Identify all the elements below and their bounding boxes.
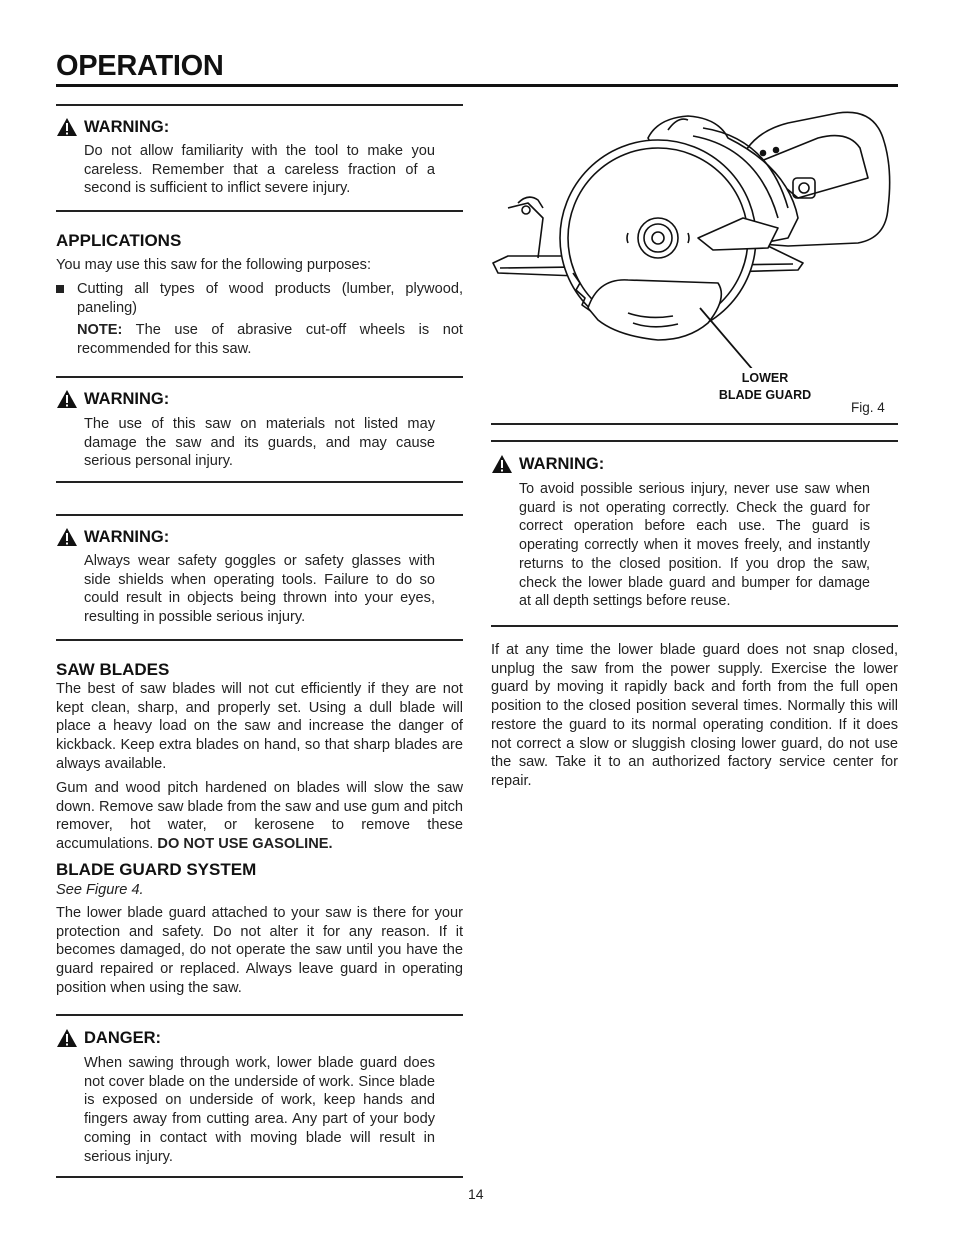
section-heading-applications: APPLICATIONS xyxy=(56,231,182,250)
divider xyxy=(56,1014,463,1016)
danger-text: When sawing through work, lower blade guard does not cover blade on the underside of work. Since blade is exposed on underside of work, keep hands and fingers away from cutting area. Any part of your body coming in contact with moving blade will result in serious injury. xyxy=(84,1055,435,1165)
danger-heading xyxy=(84,1029,161,1048)
bullet-marker xyxy=(56,285,64,293)
divider xyxy=(56,104,463,106)
divider xyxy=(56,481,463,483)
warning-text: Always wear safety goggles or safety glasses with side shields when operating tools. Failure to do so could result in objects being thrown into your eyes, resulting in possible serious injury. xyxy=(84,553,435,626)
divider xyxy=(56,514,463,516)
note-label: NOTE: xyxy=(77,322,123,338)
guard-maintenance-paragraph: If at any time the lower blade guard does not snap closed, unplug the saw from the power supply. Exercise the lower guard by moving it rapidly back and forth from the full open position to the closed position several times. Normally this will restore the guard to its normal operating condition. If it does not correct a slow or sluggish closing lower guard, do not use the saw. Take it to an authorized factory service center for repair. xyxy=(491,642,898,789)
divider xyxy=(56,1176,463,1178)
warning-label: WARNING: xyxy=(519,455,605,473)
applications-intro: You may use this saw for the following purposes: xyxy=(56,257,372,273)
warning-heading xyxy=(84,528,169,547)
warning-label: WARNING: xyxy=(84,118,170,136)
divider xyxy=(56,376,463,378)
figure-reference: See Figure 4. xyxy=(56,882,144,898)
warning-icon xyxy=(56,117,78,137)
figure-callout xyxy=(715,370,815,403)
figure-label: Fig. 4 xyxy=(851,400,885,415)
circular-saw-illustration xyxy=(488,108,898,368)
section-heading-blade-guard: BLADE GUARD SYSTEM xyxy=(56,860,257,879)
title-rule xyxy=(56,84,898,87)
saw-blades-paragraph: The best of saw blades will not cut efficiently if they are not kept clean, sharp, and properly set. Using a dull blade will place a heavy load on the saw and increase the danger of kickback. Keep extra blades on hand, so that sharp blades are always available. xyxy=(56,681,463,772)
warning-text: Do not allow familiarity with the tool to make you careless. Remember that a careless fraction of a second is sufficient to inflict severe injury. xyxy=(84,143,435,197)
saw-blades-text: Gum and wood pitch hardened on blades will slow the saw down. Remove saw blade from the saw and use gum and pitch remover, hot water, or kerosene to remove these accumulations. xyxy=(56,780,463,853)
page-number: 14 xyxy=(468,1186,484,1202)
divider xyxy=(491,625,898,627)
warning-heading xyxy=(84,390,169,409)
warning-text: The use of this saw on materials not listed may damage the saw and its guards, and may cause serious personal injury. xyxy=(84,416,435,470)
callout-line: BLADE GUARD xyxy=(718,387,812,402)
section-heading-saw-blades: SAW BLADES xyxy=(56,660,170,679)
warning-icon xyxy=(491,454,513,474)
applications-bullet: Cutting all types of wood products (lumber, plywood, paneling) xyxy=(77,281,463,316)
divider xyxy=(491,440,898,442)
warning-label: WARNING: xyxy=(84,390,170,408)
divider xyxy=(56,639,463,641)
danger-label: DANGER: xyxy=(84,1029,161,1047)
warning-heading xyxy=(519,455,604,474)
blade-guard-paragraph: The lower blade guard attached to your saw is there for your protection and safety. Do not alter it for any reason. If it becomes damaged, do not operate the saw until you have the guard repaired or replaced. Always leave guard in operating position when using the saw. xyxy=(56,905,463,996)
divider xyxy=(56,210,463,212)
warning-heading xyxy=(84,118,169,137)
warning-icon xyxy=(56,1028,78,1048)
callout-line: LOWER xyxy=(741,371,789,385)
divider xyxy=(491,423,898,425)
saw-blades-paragraph xyxy=(56,779,463,854)
applications-note xyxy=(77,321,463,358)
warning-icon xyxy=(56,389,78,409)
page-title: OPERATION xyxy=(56,50,224,82)
warning-label: WARNING: xyxy=(84,528,170,546)
warning-text: To avoid possible serious injury, never use saw when guard is not operating correctly. Check the guard for correct operation before each use. The guard is operating correctly when it moves freely, and instantly returns to the closed position. If you drop the saw, check the lower blade guard and bumper for damage at all depth settings before reuse. xyxy=(519,481,870,610)
saw-blades-bold-text: DO NOT USE GASOLINE. xyxy=(157,836,333,853)
note-text: The use of abrasive cut-off wheels is not recommended for this saw. xyxy=(77,322,463,357)
warning-icon xyxy=(56,527,78,547)
